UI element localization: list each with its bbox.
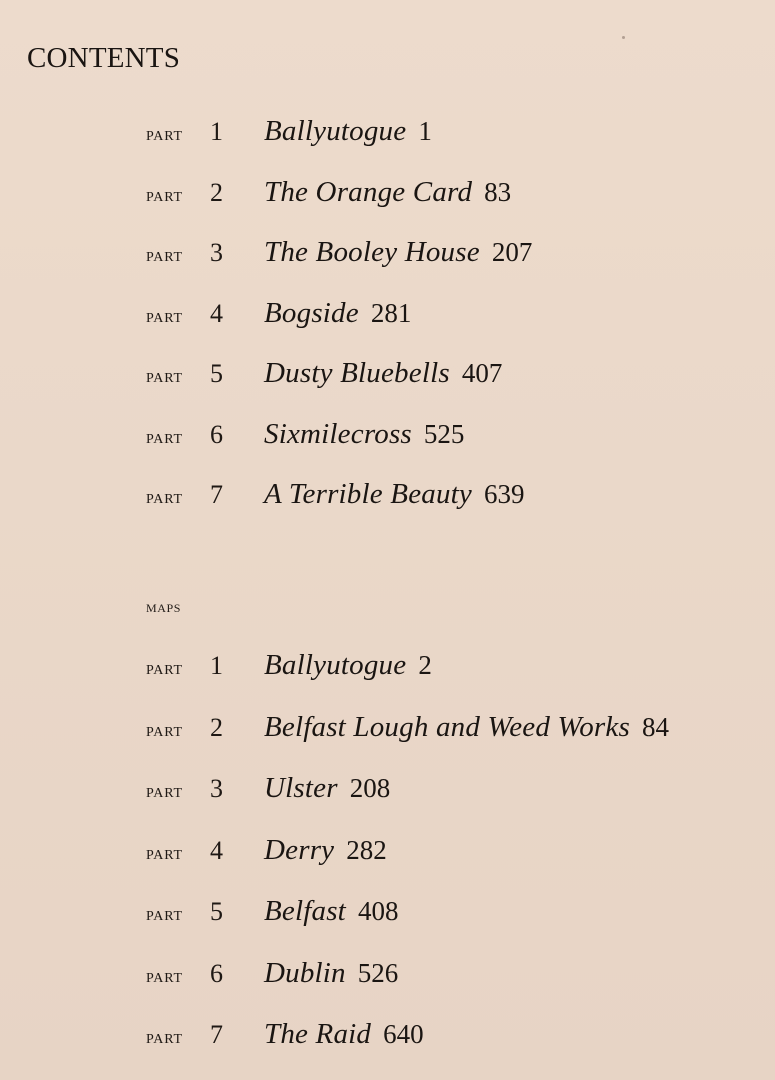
part-number: 7 <box>210 1020 223 1049</box>
page-number: 2 <box>418 650 432 680</box>
part-number: 2 <box>210 712 223 742</box>
part-title: A Terrible Beauty <box>264 478 473 510</box>
part-label: part <box>146 964 183 987</box>
part-title: Ballyutogue <box>264 115 407 147</box>
map-title: Belfast <box>264 895 346 927</box>
part-number: 5 <box>210 359 223 388</box>
page-number: 639 <box>484 479 525 509</box>
part-label: part <box>146 486 183 508</box>
contents-heading: CONTENTS <box>27 42 181 74</box>
part-label: part <box>146 365 183 387</box>
maps-list <box>146 649 766 1080</box>
map-entry <box>146 834 766 896</box>
contents-entry <box>146 357 766 418</box>
map-entry <box>146 1018 766 1080</box>
part-title: Sixmilecross <box>264 417 412 450</box>
page-number: 83 <box>484 176 512 207</box>
map-title: Belfast Lough and Weed Works <box>264 710 630 743</box>
part-title: Dusty Bluebells <box>264 357 450 389</box>
contents-entry <box>146 115 766 176</box>
part-label: part <box>146 123 183 145</box>
contents-entry <box>146 297 766 358</box>
paper-speck <box>622 36 625 39</box>
part-label: part <box>146 183 183 206</box>
part-number: 1 <box>210 651 223 680</box>
map-entry <box>146 957 766 1019</box>
part-label: part <box>146 1026 183 1048</box>
part-label: part <box>146 780 183 802</box>
page-number: 281 <box>370 297 412 328</box>
map-title: Ballyutogue <box>264 649 407 681</box>
part-label: part <box>146 657 183 679</box>
page-number: 408 <box>357 896 399 926</box>
map-entry <box>146 772 766 834</box>
part-number: 7 <box>210 480 223 509</box>
contents-entry <box>146 478 766 539</box>
page-number: 525 <box>423 418 465 449</box>
part-title: The Booley House <box>264 236 480 268</box>
part-title: The Orange Card <box>264 175 473 208</box>
page-number: 1 <box>418 116 432 146</box>
contents-list <box>146 115 766 539</box>
part-number: 5 <box>210 897 223 926</box>
page-number: 640 <box>383 1019 424 1049</box>
page-number: 526 <box>357 957 399 988</box>
part-number: 2 <box>210 177 223 207</box>
page-number: 407 <box>461 358 503 388</box>
part-number: 3 <box>210 238 223 267</box>
part-number: 4 <box>210 835 223 865</box>
contents-entry <box>146 418 766 479</box>
part-number: 3 <box>210 774 223 803</box>
page-number: 208 <box>349 773 391 803</box>
part-number: 4 <box>210 298 223 328</box>
page-number: 282 <box>346 834 387 865</box>
map-entry <box>146 711 766 773</box>
contents-entry <box>146 176 766 237</box>
page-number: 84 <box>641 711 669 742</box>
map-title: Ulster <box>264 772 338 804</box>
map-title: Dublin <box>264 956 346 989</box>
contents-entry <box>146 236 766 297</box>
part-number: 6 <box>210 958 223 988</box>
page-number: 207 <box>491 237 533 267</box>
part-label: part <box>146 425 183 448</box>
part-number: 1 <box>210 117 223 146</box>
part-label: part <box>146 244 183 266</box>
map-entry <box>146 895 766 957</box>
part-label: part <box>146 304 183 327</box>
part-number: 6 <box>210 419 223 449</box>
map-title: The Raid <box>264 1018 372 1050</box>
part-label: part <box>146 718 183 741</box>
part-title: Bogside <box>264 296 359 329</box>
part-label: part <box>146 903 183 925</box>
map-entry <box>146 649 766 711</box>
part-label: part <box>146 841 183 864</box>
map-title: Derry <box>264 833 335 866</box>
maps-heading: maps <box>146 597 182 616</box>
